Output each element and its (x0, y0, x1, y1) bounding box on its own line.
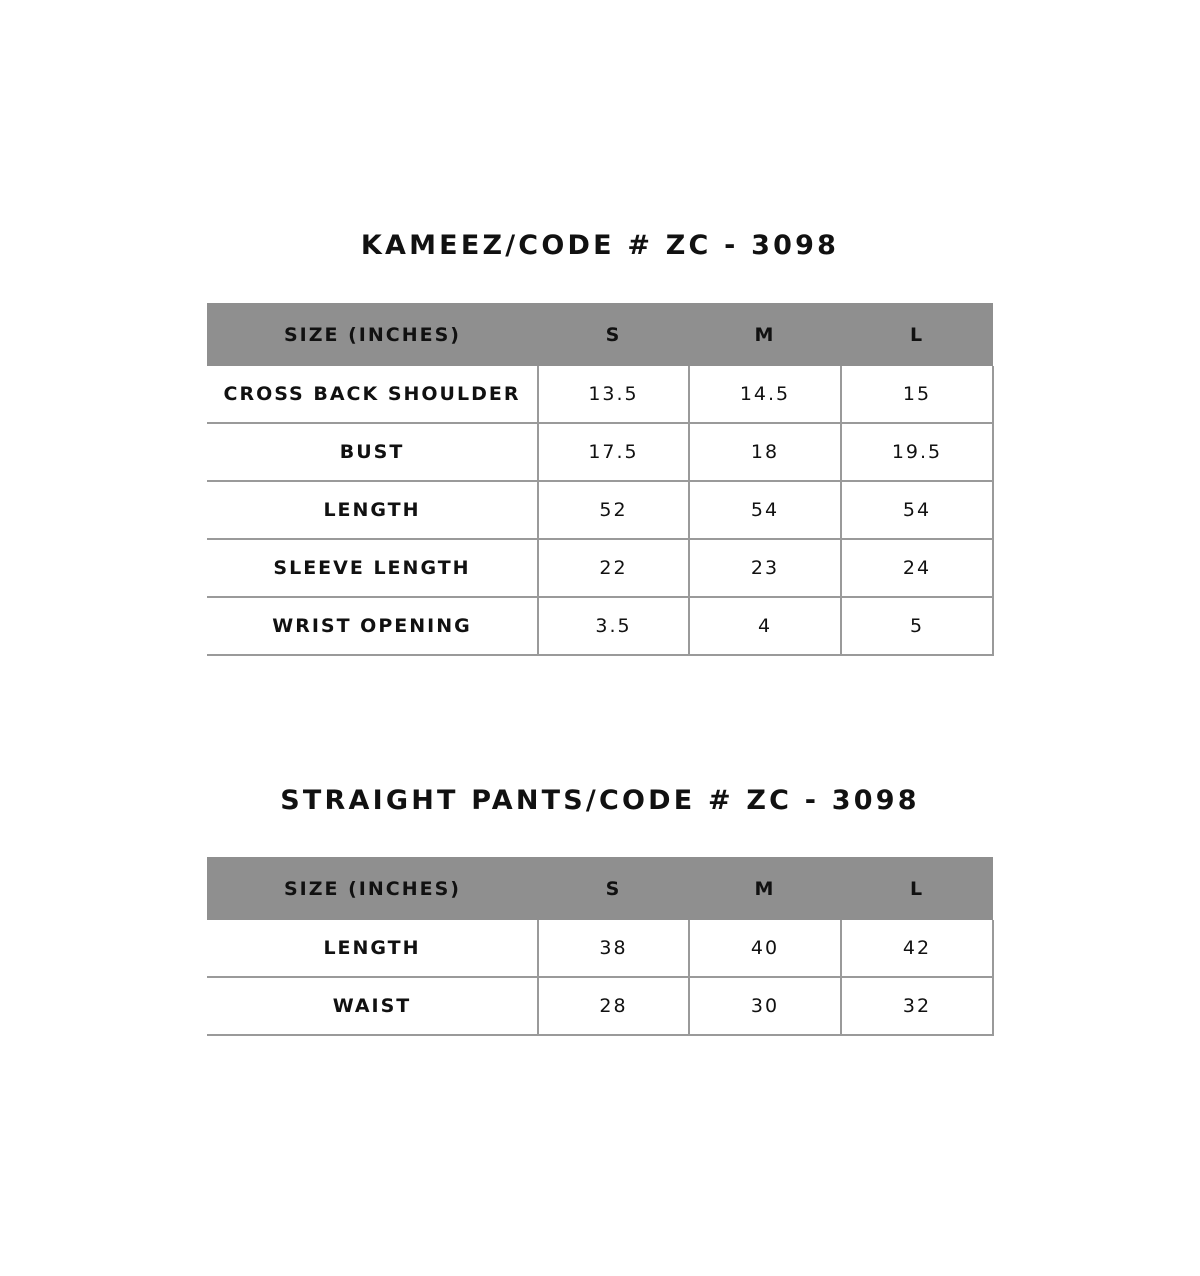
kameez-size-table (207, 303, 994, 656)
cell-s: 22 (538, 539, 689, 597)
table-row (207, 481, 993, 539)
row-label: LENGTH (207, 920, 538, 977)
table-header-row (207, 857, 993, 920)
row-label: WAIST (207, 977, 538, 1035)
kameez-title: KAMEEZ/CODE # ZC - 3098 (360, 230, 840, 261)
cell-s: 28 (538, 977, 689, 1035)
header-size-inches: SIZE (INCHES) (207, 857, 538, 920)
header-size-l: L (841, 303, 993, 366)
cell-m: 54 (689, 481, 841, 539)
cell-s: 13.5 (538, 366, 689, 423)
header-size-s: S (538, 857, 689, 920)
table-row (207, 920, 993, 977)
cell-l: 19.5 (841, 423, 993, 481)
cell-s: 3.5 (538, 597, 689, 655)
row-label: SLEEVE LENGTH (207, 539, 538, 597)
cell-m: 18 (689, 423, 841, 481)
table-row (207, 366, 993, 423)
cell-l: 42 (841, 920, 993, 977)
cell-s: 17.5 (538, 423, 689, 481)
header-size-m: M (689, 857, 841, 920)
header-size-s: S (538, 303, 689, 366)
cell-l: 32 (841, 977, 993, 1035)
cell-s: 38 (538, 920, 689, 977)
header-size-inches: SIZE (INCHES) (207, 303, 538, 366)
table-row (207, 977, 993, 1035)
cell-m: 30 (689, 977, 841, 1035)
cell-m: 40 (689, 920, 841, 977)
table-row (207, 539, 993, 597)
row-label: WRIST OPENING (207, 597, 538, 655)
cell-m: 14.5 (689, 366, 841, 423)
row-label: BUST (207, 423, 538, 481)
table-header-row (207, 303, 993, 366)
table-row (207, 597, 993, 655)
pants-size-table (207, 857, 994, 1036)
row-label: LENGTH (207, 481, 538, 539)
cell-m: 4 (689, 597, 841, 655)
cell-l: 54 (841, 481, 993, 539)
row-label: CROSS BACK SHOULDER (207, 366, 538, 423)
table-row (207, 423, 993, 481)
cell-l: 5 (841, 597, 993, 655)
cell-l: 15 (841, 366, 993, 423)
header-size-l: L (841, 857, 993, 920)
pants-title: STRAIGHT PANTS/CODE # ZC - 3098 (280, 785, 920, 816)
cell-l: 24 (841, 539, 993, 597)
cell-m: 23 (689, 539, 841, 597)
cell-s: 52 (538, 481, 689, 539)
header-size-m: M (689, 303, 841, 366)
